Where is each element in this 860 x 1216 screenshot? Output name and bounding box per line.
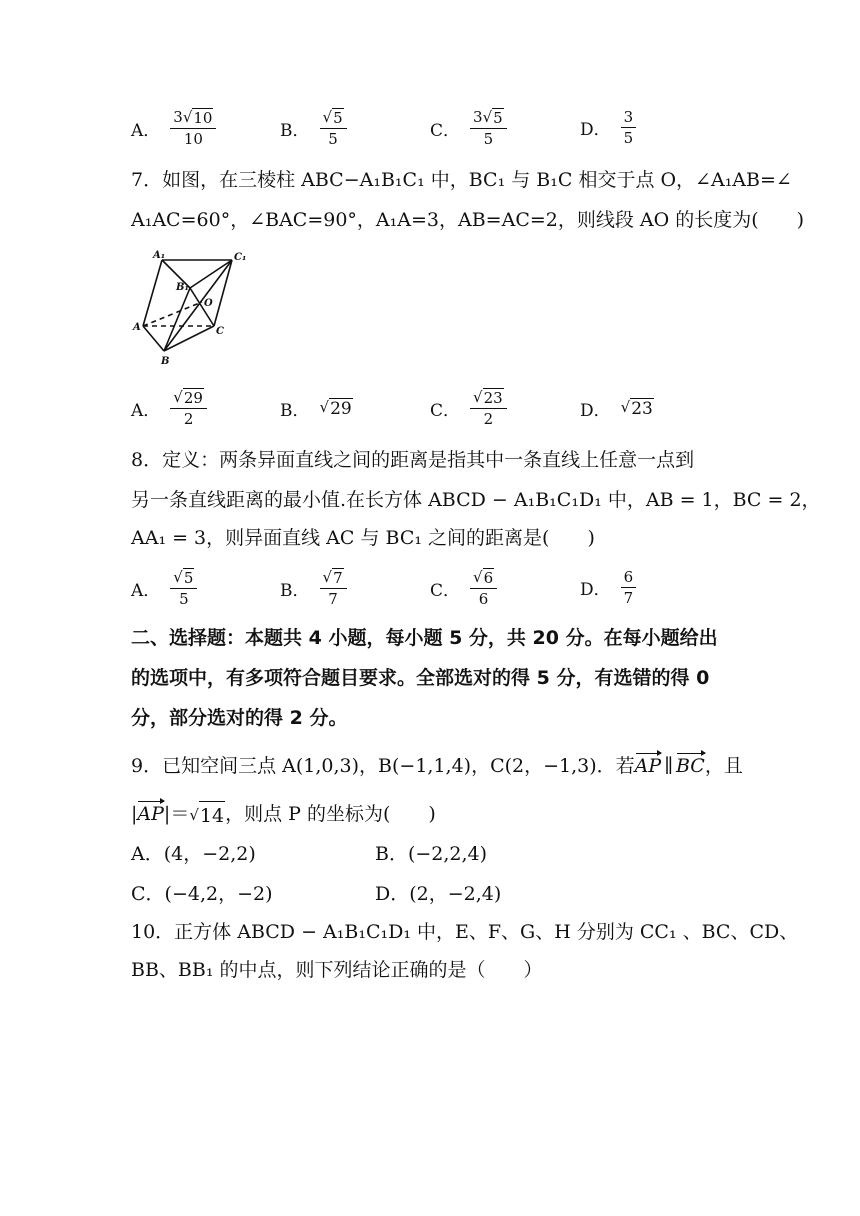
vector-ap: AP (137, 800, 164, 828)
option-label: A． (131, 120, 161, 141)
option-label: A． (131, 400, 161, 421)
denominator: 7 (328, 590, 338, 608)
option-label: A． (131, 580, 161, 601)
abs-bar: | (131, 803, 138, 825)
q9-stem-line2: |AP|＝ √ 14 ，则点 P 的坐标为( ) (131, 800, 436, 830)
option-label: C． (430, 580, 461, 601)
option-label: B． (280, 401, 310, 421)
q7-option-c (430, 388, 507, 428)
radicand: 29 (183, 389, 203, 407)
label-b: B (161, 356, 170, 367)
parallel-symbol: ∥ (664, 755, 673, 777)
denominator: 5 (483, 130, 494, 148)
radicand: 23 (631, 399, 653, 419)
option-label: D． (580, 401, 611, 421)
denominator: 5 (179, 590, 189, 608)
q9-text: |＝ (163, 803, 190, 825)
fraction: √ 5 5 (320, 108, 347, 148)
radicand: 23 (483, 389, 503, 407)
q7-option-a (131, 388, 207, 428)
label-c: C (216, 326, 224, 337)
fraction: √ 5 5 (170, 568, 197, 608)
label-c1: C₁ (234, 252, 247, 263)
fraction: √ 6 6 (470, 568, 497, 608)
q10-stem-line2: BB、BB₁ 的中点，则下列结论正确的是（ ） (131, 959, 543, 981)
q8-option-b (280, 568, 347, 608)
fraction: √ 23 2 (470, 388, 507, 428)
radicand: 6 (483, 569, 494, 587)
radicand: 5 (333, 109, 343, 127)
option-label: C． (430, 400, 461, 421)
q8-stem-line2: 另一条直线距离的最小值.在长方体 ABCD − A₁B₁C₁D₁ 中，AB = 1，BC = 2， (131, 489, 821, 511)
q8-option-a (131, 568, 197, 608)
denominator: 5 (623, 129, 634, 147)
q9-text: ，则点 P 的坐标为( ) (225, 803, 436, 825)
q9-stem-line1 (131, 752, 743, 780)
numerator: 6 (621, 568, 637, 588)
denominator: 6 (478, 590, 489, 608)
section2-line3: 分，部分选对的得 2 分。 (131, 707, 348, 729)
denominator: 7 (623, 589, 634, 607)
numerator: 3 (621, 108, 637, 128)
q6-option-d (580, 108, 636, 147)
q8-stem-line1: 8．定义：两条异面直线之间的距离是指其中一条直线上任意一点到 (131, 449, 695, 471)
radicand: 29 (330, 399, 352, 419)
denominator: 10 (183, 130, 203, 148)
radicand: 5 (183, 569, 194, 587)
q7-option-d: D． √ 23 (580, 398, 653, 421)
vector-ap: AP (635, 752, 662, 780)
radicand: 10 (193, 109, 213, 127)
fraction (621, 108, 637, 147)
q6-option-c (430, 108, 507, 148)
prism-figure (130, 248, 255, 368)
fraction: 3 √ 10 10 (170, 108, 216, 148)
fraction (621, 568, 637, 607)
radicand: 5 (493, 109, 503, 127)
q9-text: ，且 (704, 755, 743, 777)
denominator: 2 (483, 410, 494, 428)
option-label: C． (430, 120, 461, 141)
q10-stem-line1: 10．正方体 ABCD − A₁B₁C₁D₁ 中，E、F、G、H 分别为 CC₁ 、BC、CD、 (131, 921, 799, 943)
q8-stem-line3: AA₁ = 3，则异面直线 AC 与 BC₁ 之间的距离是( ) (131, 527, 595, 549)
q9-option-a: A．(4，−2,2) (131, 843, 256, 865)
label-o: O (204, 298, 213, 309)
section2-line2: 的选项中，有多项符合题目要求。全部选对的得 5 分，有选错的得 0 (131, 667, 710, 689)
coef: 3 (173, 108, 183, 126)
fraction: √ 7 7 (320, 568, 347, 608)
vector-bc: BC (676, 752, 705, 780)
option-label: B． (280, 580, 310, 601)
q9-option-b: B．(−2,2,4) (375, 843, 488, 865)
fraction: 3 √ 5 5 (470, 108, 507, 148)
label-a: A (133, 322, 141, 333)
option-label: B． (280, 120, 310, 141)
q7-stem-line2: A₁AC=60°，∠BAC=90°，A₁A=3，AB=AC=2，则线段 AO 的长度为( ) (131, 209, 805, 231)
coef: 3 (473, 108, 483, 126)
q9-option-c: C．(−4,2，−2) (131, 883, 273, 905)
radicand: 7 (333, 569, 343, 587)
label-b1: B₁ (176, 282, 189, 293)
option-label: D． (580, 580, 611, 600)
q8-option-d (580, 568, 636, 607)
label-a1: A₁ (153, 250, 166, 261)
section2-line1: 二、选择题：本题共 4 小题，每小题 5 分，共 20 分。在每小题给出 (131, 627, 718, 649)
denominator: 2 (183, 410, 194, 428)
q8-option-c (430, 568, 497, 608)
q7-option-b: B． √ 29 (280, 398, 352, 421)
q6-option-a (131, 108, 216, 148)
denominator: 5 (328, 130, 338, 148)
q9-text: 9．已知空间三点 A(1,0,3)，B(−1,1,4)，C(2，−1,3)．若 (131, 755, 635, 777)
option-label: D． (580, 120, 611, 140)
fraction: √ 29 2 (170, 388, 207, 428)
radicand: 14 (199, 801, 225, 830)
q9-option-d: D．(2，−2,4) (375, 883, 502, 905)
q7-stem-line1: 7．如图，在三棱柱 ABC−A₁B₁C₁ 中，BC₁ 与 B₁C 相交于点 O，∠A₁AB=∠ (131, 169, 792, 191)
q6-option-b (280, 108, 347, 148)
